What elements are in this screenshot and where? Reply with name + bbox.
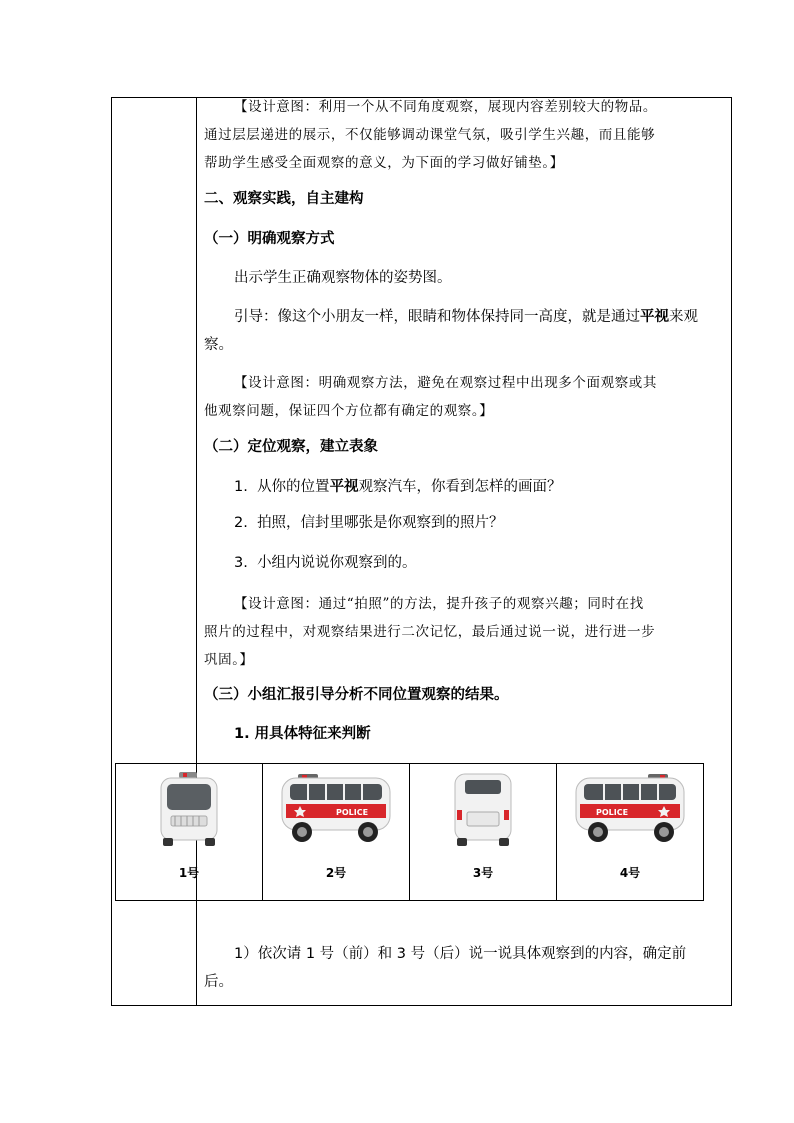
subsection-heading-3: （三）小组汇报引导分析不同位置观察的结果。 [204,687,509,703]
paragraph-1: 出示学生正确观察物体的姿势图。 [234,270,452,286]
design-note-1-line: 【设计意图：利用一个从不同角度观察，展现内容差别较大的物品。 [234,99,657,115]
photo-caption: 1号 [178,866,200,880]
photo-cell-2 [263,764,410,900]
police-label: POLICE [595,808,629,817]
list-item [234,549,417,577]
subsection-item: 1. 用具体特征来判断 [234,726,371,742]
list-item [234,473,562,501]
bus-back-image [443,770,523,850]
paragraph-last-line: 后。 [204,974,233,990]
list-item-text: 小组内说说你观察到的。 [257,555,417,571]
list-item-text: 从你的位置 [257,479,330,495]
photo-cell-1 [116,764,263,900]
bus-side-left-image [276,770,396,850]
design-note-1 [204,93,726,177]
photo-cell-3 [410,764,557,900]
list-item-number: 2. [234,515,248,531]
subsection-heading-1: （一）明确观察方式 [204,231,335,247]
paragraph-2-bold: 平视 [640,309,669,325]
section-heading: 二、观察实践，自主建构 [204,191,364,207]
paragraph-2 [204,303,726,359]
photo-table [115,763,704,901]
subsection-heading-2: （二）定位观察，建立表象 [204,439,378,455]
design-note-3 [204,590,726,674]
paragraph-2-text-end: 来观察。 [204,309,698,353]
photo-caption: 2号 [325,866,347,880]
design-note-2 [204,369,726,425]
design-note-1-line: 通过层层递进的展示，不仅能够调动课堂气氛，吸引学生兴趣，而且能够 [204,127,656,143]
photo-cell-4 [557,764,703,900]
design-note-1-line: 帮助学生感受全面观察的意义，为下面的学习做好铺垫。】 [204,155,564,171]
design-note-2-line: 他观察问题，保证四个方位都有确定的观察。】 [204,403,494,419]
paragraph-last-line: 1）依次请 1 号（前）和 3 号（后）说一说具体观察到的内容，确定前 [234,946,687,962]
police-label: POLICE [335,808,369,817]
photo-caption: 4号 [619,866,641,880]
paragraph-2-text: 引导：像这个小朋友一样，眼睛和物体保持同一高度，就是通过 [234,309,640,325]
list-item-number: 3. [234,555,248,571]
design-note-3-line: 巩固。】 [204,652,254,668]
design-note-3-line: 照片的过程中，对观察结果进行二次记忆，最后通过说一说，进行进一步 [204,624,656,640]
bus-side-right-image [570,770,690,850]
design-note-2-line: 【设计意图：明确观察方法，避免在观察过程中出现多个面观察或其 [234,375,657,391]
list-item-text-end: 观察汽车，你看到怎样的画面？ [358,479,562,495]
design-note-3-line: 【设计意图：通过“拍照”的方法，提升孩子的观察兴趣；同时在找 [234,596,644,612]
bus-front-image [149,770,229,850]
list-item-text: 拍照，信封里哪张是你观察到的照片？ [257,515,504,531]
photo-caption: 3号 [472,866,494,880]
paragraph-last [204,940,726,996]
list-item-bold: 平视 [329,479,359,495]
list-item-number: 1. [234,479,248,495]
list-item [234,509,504,537]
